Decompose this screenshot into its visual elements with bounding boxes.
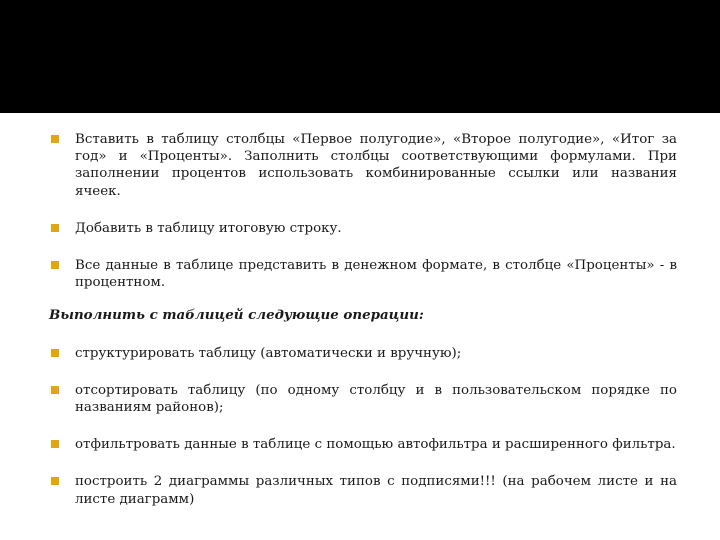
bullet-text: отфильтровать данные в таблице с помощью автофильтра и расширенного фильтра. — [75, 437, 676, 453]
bullet-text: Все данные в таблице представить в денежном формате, в столбце «Проценты» - в процентном. — [75, 258, 677, 291]
bullet-text: структурировать таблицу (автоматически и вручную); — [75, 345, 462, 361]
bullet-item — [49, 436, 677, 453]
bullet-item — [49, 220, 677, 237]
bullet-item — [49, 257, 677, 291]
square-bullet-icon — [51, 386, 59, 394]
square-bullet-icon — [51, 440, 59, 448]
bullet-text: Добавить в таблицу итоговую строку. — [75, 220, 342, 236]
slide-content — [49, 131, 677, 528]
square-bullet-icon — [51, 477, 59, 485]
square-bullet-icon — [51, 224, 59, 232]
bullet-text: построить 2 диаграммы различных типов с подписями!!! (на рабочем листе и на листе диаграмм) — [75, 474, 677, 507]
bullet-item — [49, 382, 677, 416]
square-bullet-icon — [51, 261, 59, 269]
square-bullet-icon — [51, 349, 59, 357]
bullet-item — [49, 131, 677, 200]
header-band — [0, 0, 720, 113]
bullet-item — [49, 473, 677, 507]
operations-heading: Выполнить с таблицей следующие операции: — [49, 307, 424, 324]
bullet-text: отсортировать таблицу (по одному столбцу и в пользовательском порядке по названиям районов); — [75, 382, 677, 416]
bullet-item — [49, 345, 677, 362]
square-bullet-icon — [51, 135, 59, 143]
bullet-text: Вставить в таблицу столбцы «Первое полугодие», «Второе полугодие», «Итог за год» и «Проценты». Заполнить столбцы соответствующими формулами. При заполнении процентов использовать комбинированные ссылки или названия ячеек. — [75, 132, 677, 199]
